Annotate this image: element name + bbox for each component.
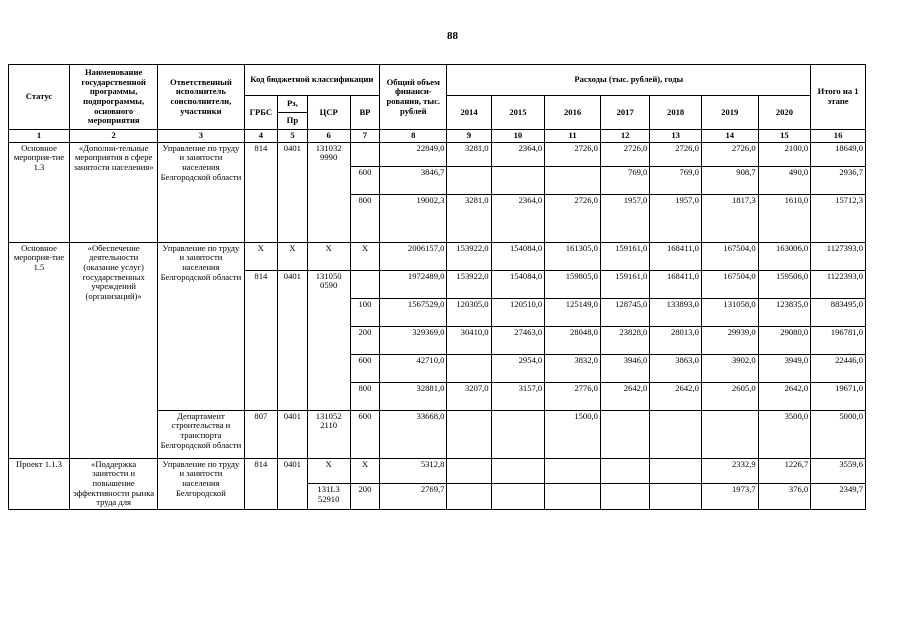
- grbs-cell: Х: [244, 242, 278, 270]
- year-cell: 376,0: [758, 484, 811, 510]
- rzpr-cell: 0401: [278, 458, 307, 509]
- total-cell: 32881,0: [380, 382, 447, 410]
- grbs-cell: 814: [244, 142, 278, 242]
- csr-cell: Х: [307, 242, 350, 270]
- stage-total-cell: 1127393,0: [811, 242, 866, 270]
- year-cell: 27463,0: [491, 326, 545, 354]
- stage-total-cell: 883495,0: [811, 298, 866, 326]
- year-cell: 128745,0: [600, 298, 649, 326]
- column-number: 16: [811, 130, 866, 143]
- table-row: [9, 242, 866, 270]
- header-year-2019: 2019: [701, 96, 758, 130]
- stage-total-cell: 1122393,0: [811, 270, 866, 298]
- year-cell: 3949,0: [758, 354, 811, 382]
- stage-total-cell: 3559,6: [811, 458, 866, 484]
- header-status: Статус: [9, 65, 70, 130]
- year-cell: 1817,3: [701, 194, 758, 242]
- year-cell: 168411,0: [650, 270, 702, 298]
- year-cell: [447, 354, 491, 382]
- year-cell: 1957,0: [650, 194, 702, 242]
- year-cell: [447, 166, 491, 194]
- column-number: 1: [9, 130, 70, 143]
- rzpr-cell: Х: [278, 242, 307, 270]
- grbs-cell: 807: [244, 410, 278, 458]
- year-cell: 769,0: [600, 166, 649, 194]
- year-cell: 1226,7: [758, 458, 811, 484]
- rzpr-cell: 0401: [278, 142, 307, 242]
- grbs-cell: 814: [244, 270, 278, 410]
- year-cell: 908,7: [701, 166, 758, 194]
- year-cell: 1957,0: [600, 194, 649, 242]
- column-number: 10: [491, 130, 545, 143]
- year-cell: 1610,0: [758, 194, 811, 242]
- executor-cell: Управление по труду и занятости населения Белгородской: [158, 458, 244, 509]
- year-cell: [545, 458, 601, 484]
- year-cell: 2642,0: [650, 382, 702, 410]
- year-cell: [600, 458, 649, 484]
- status-cell: Основное мероприя-тие 1.5: [9, 242, 70, 458]
- year-cell: 3207,0: [447, 382, 491, 410]
- year-cell: 3902,0: [701, 354, 758, 382]
- header-grbs: ГРБС: [244, 96, 278, 130]
- csr-cell: 131052 2110: [307, 410, 350, 458]
- header-stage-total: Итого на 1 этапе: [811, 65, 866, 130]
- year-cell: 168411,0: [650, 242, 702, 270]
- vr-cell: Х: [350, 458, 379, 484]
- header-year-2017: 2017: [600, 96, 649, 130]
- table-row: [9, 458, 866, 484]
- header-year-2015: 2015: [491, 96, 545, 130]
- vr-cell: 600: [350, 354, 379, 382]
- year-cell: [491, 484, 545, 510]
- column-number: 11: [545, 130, 601, 143]
- header-total-volume: Общий объем финанси-рования, тыс. рублей: [380, 65, 447, 130]
- total-cell: 22849,0: [380, 142, 447, 166]
- vr-cell: 200: [350, 484, 379, 510]
- total-cell: 3846,7: [380, 166, 447, 194]
- year-cell: 3946,0: [600, 354, 649, 382]
- column-number: 6: [307, 130, 350, 143]
- column-number: 8: [380, 130, 447, 143]
- stage-total-cell: 19671,0: [811, 382, 866, 410]
- program-name-cell: «Поддержка занятости и повышение эффективности рынка труда для: [69, 458, 157, 509]
- column-number: 7: [350, 130, 379, 143]
- year-cell: 167504,0: [701, 270, 758, 298]
- header-expenses: Расходы (тыс. рублей), годы: [447, 65, 811, 96]
- year-cell: 3281,0: [447, 194, 491, 242]
- status-cell: Основное мероприя-тие 1.3: [9, 142, 70, 242]
- column-number: 12: [600, 130, 649, 143]
- column-numbers-row: [9, 130, 866, 143]
- vr-cell: 600: [350, 166, 379, 194]
- year-cell: [447, 484, 491, 510]
- stage-total-cell: 5000,0: [811, 410, 866, 458]
- column-number: 5: [278, 130, 307, 143]
- column-number: 14: [701, 130, 758, 143]
- total-cell: 1972489,0: [380, 270, 447, 298]
- year-cell: 153922,0: [447, 270, 491, 298]
- total-cell: 33668,0: [380, 410, 447, 458]
- year-cell: [600, 484, 649, 510]
- rzpr-cell: 0401: [278, 410, 307, 458]
- year-cell: 3832,0: [545, 354, 601, 382]
- year-cell: 131058,0: [701, 298, 758, 326]
- total-cell: 2769,7: [380, 484, 447, 510]
- year-cell: 2776,0: [545, 382, 601, 410]
- program-name-cell: «Дополни-тельные мероприятия в сфере занятости населения»: [69, 142, 157, 242]
- year-cell: [545, 166, 601, 194]
- page-number: 88: [447, 30, 458, 42]
- header-vr: ВР: [350, 96, 379, 130]
- year-cell: 1973,7: [701, 484, 758, 510]
- year-cell: 29939,0: [701, 326, 758, 354]
- year-cell: 490,0: [758, 166, 811, 194]
- year-cell: 30410,0: [447, 326, 491, 354]
- stage-total-cell: 2936,7: [811, 166, 866, 194]
- vr-cell: [350, 142, 379, 166]
- column-number: 4: [244, 130, 278, 143]
- year-cell: 2726,0: [650, 142, 702, 166]
- year-cell: [491, 458, 545, 484]
- total-cell: 329369,0: [380, 326, 447, 354]
- vr-cell: 800: [350, 194, 379, 242]
- year-cell: 3157,0: [491, 382, 545, 410]
- grbs-cell: 814: [244, 458, 278, 509]
- program-name-cell: «Обеспечение деятельности (оказание услуг) государственных учреждений (организаций)»: [69, 242, 157, 458]
- year-cell: 2954,0: [491, 354, 545, 382]
- year-cell: 120510,0: [491, 298, 545, 326]
- executor-cell: Управление по труду и занятости населения Белгородской области: [158, 242, 244, 410]
- year-cell: 28013,0: [650, 326, 702, 354]
- column-number: 9: [447, 130, 491, 143]
- header-budget-code: Код бюджетной классификации: [244, 65, 380, 96]
- stage-total-cell: 15712,3: [811, 194, 866, 242]
- vr-cell: [350, 270, 379, 298]
- csr-cell: Х: [307, 458, 350, 484]
- year-cell: 1500,0: [545, 410, 601, 458]
- csr-cell: 131L3 52910: [307, 484, 350, 510]
- header-program-name: Наименование государственной программы, подпрограммы, основного мероприятия: [69, 65, 157, 130]
- budget-table: [8, 64, 866, 510]
- total-cell: 42710,0: [380, 354, 447, 382]
- year-cell: 125149,0: [545, 298, 601, 326]
- stage-total-cell: 18649,0: [811, 142, 866, 166]
- rzpr-cell: 0401: [278, 270, 307, 410]
- year-cell: 159161,0: [600, 270, 649, 298]
- year-cell: [650, 484, 702, 510]
- year-cell: 123835,0: [758, 298, 811, 326]
- year-cell: 2332,9: [701, 458, 758, 484]
- year-cell: 23828,0: [600, 326, 649, 354]
- year-cell: 2726,0: [545, 194, 601, 242]
- total-cell: 19002,3: [380, 194, 447, 242]
- year-cell: 159805,0: [545, 270, 601, 298]
- vr-cell: Х: [350, 242, 379, 270]
- header-executor: Ответственный исполнитель соисполнители, участники: [158, 65, 244, 130]
- year-cell: 2100,0: [758, 142, 811, 166]
- total-cell: 1567529,0: [380, 298, 447, 326]
- year-cell: 154084,0: [491, 242, 545, 270]
- year-cell: [491, 410, 545, 458]
- year-cell: 163006,0: [758, 242, 811, 270]
- header-rz: Рз,: [278, 96, 307, 113]
- status-cell: Проект 1.1.3: [9, 458, 70, 509]
- year-cell: 161305,0: [545, 242, 601, 270]
- header-year-2020: 2020: [758, 96, 811, 130]
- csr-cell: 131050 0590: [307, 270, 350, 410]
- executor-cell: Управление по труду и занятости населения Белгородской области: [158, 142, 244, 242]
- year-cell: 2364,0: [491, 142, 545, 166]
- year-cell: 3500,0: [758, 410, 811, 458]
- year-cell: 28048,0: [545, 326, 601, 354]
- year-cell: [650, 410, 702, 458]
- year-cell: [600, 410, 649, 458]
- column-number: 13: [650, 130, 702, 143]
- header-year-2016: 2016: [545, 96, 601, 130]
- header-year-2014: 2014: [447, 96, 491, 130]
- year-cell: 133893,0: [650, 298, 702, 326]
- header-csr: ЦСР: [307, 96, 350, 130]
- total-cell: 5312,8: [380, 458, 447, 484]
- year-cell: 2642,0: [758, 382, 811, 410]
- year-cell: 2726,0: [545, 142, 601, 166]
- year-cell: 29080,0: [758, 326, 811, 354]
- year-cell: 3863,0: [650, 354, 702, 382]
- year-cell: 159161,0: [600, 242, 649, 270]
- year-cell: 3281,0: [447, 142, 491, 166]
- header-pr: Пр: [278, 113, 307, 130]
- year-cell: 769,0: [650, 166, 702, 194]
- vr-cell: 100: [350, 298, 379, 326]
- year-cell: [491, 166, 545, 194]
- vr-cell: 800: [350, 382, 379, 410]
- vr-cell: 600: [350, 410, 379, 458]
- header-year-2018: 2018: [650, 96, 702, 130]
- column-number: 3: [158, 130, 244, 143]
- year-cell: [447, 410, 491, 458]
- stage-total-cell: 196781,0: [811, 326, 866, 354]
- year-cell: [701, 410, 758, 458]
- column-number: 15: [758, 130, 811, 143]
- stage-total-cell: 22446,0: [811, 354, 866, 382]
- year-cell: 2364,0: [491, 194, 545, 242]
- year-cell: [545, 484, 601, 510]
- year-cell: 2726,0: [600, 142, 649, 166]
- stage-total-cell: 2349,7: [811, 484, 866, 510]
- csr-cell: 131032 9990: [307, 142, 350, 242]
- year-cell: 2605,0: [701, 382, 758, 410]
- year-cell: 2642,0: [600, 382, 649, 410]
- year-cell: 120305,0: [447, 298, 491, 326]
- vr-cell: 200: [350, 326, 379, 354]
- year-cell: 167504,0: [701, 242, 758, 270]
- table-row: [9, 142, 866, 166]
- year-cell: 2726,0: [701, 142, 758, 166]
- year-cell: [447, 458, 491, 484]
- year-cell: [650, 458, 702, 484]
- executor-cell: Департамент строительства и транспорта Белгородской области: [158, 410, 244, 458]
- year-cell: 154084,0: [491, 270, 545, 298]
- column-number: 2: [69, 130, 157, 143]
- year-cell: 159506,0: [758, 270, 811, 298]
- total-cell: 2006157,0: [380, 242, 447, 270]
- year-cell: 153922,0: [447, 242, 491, 270]
